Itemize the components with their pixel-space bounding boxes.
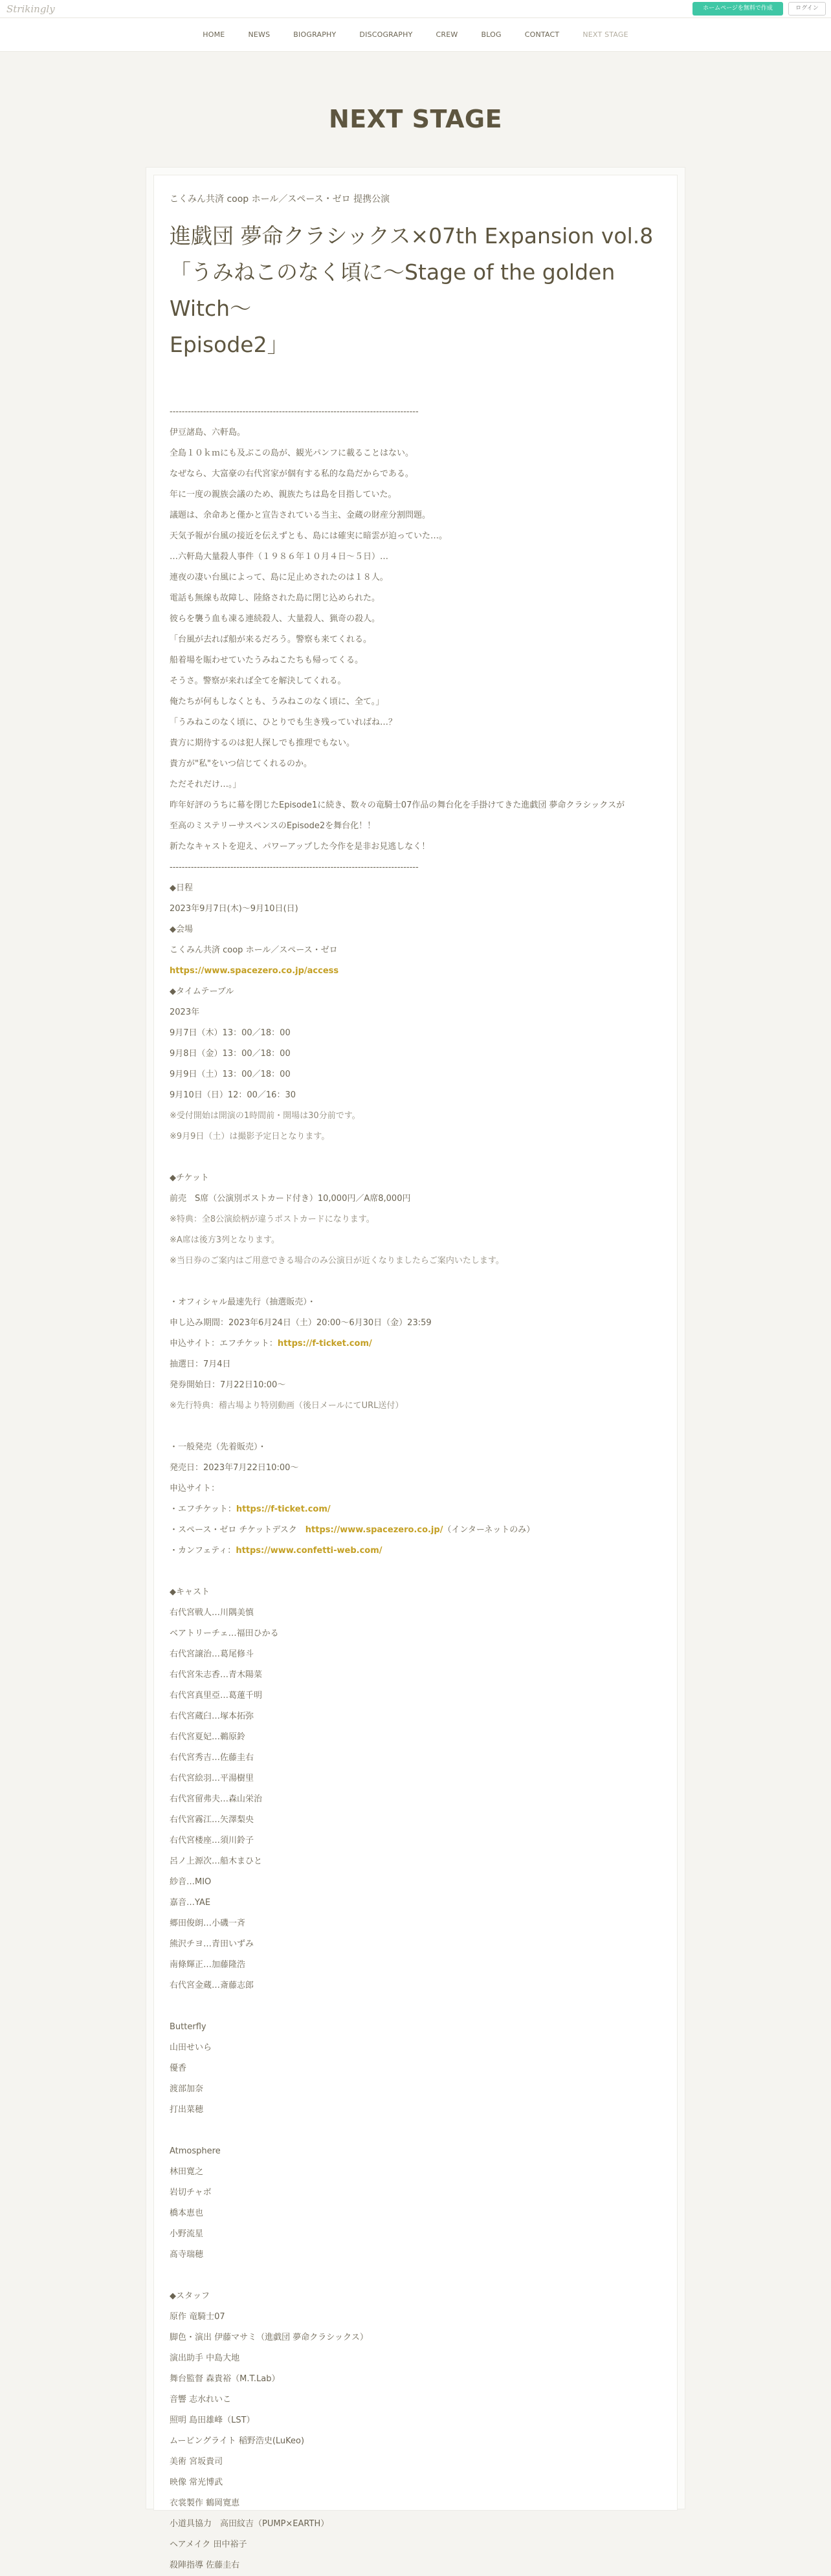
cast-member: 右代宮霧江…矢澤梨央 (170, 1815, 254, 1825)
general-sz-suffix: （インターネットのみ） (443, 1525, 535, 1535)
general-spacezero (170, 1520, 661, 1541)
timetable-note: ※9月9日（土）は撮影予定日となります。 (170, 1132, 330, 1141)
story-line: 天気予報が台風の接近を伝えずとも、島には確実に暗雲が迫っていた…。 (170, 531, 448, 541)
staff-member: 音響 志水れいこ (170, 2395, 232, 2405)
nav-contact[interactable]: CONTACT (524, 30, 560, 39)
timetable-row: 9月10日（日）12：00／16：30 (170, 1090, 296, 1100)
cast-member: 右代宮戦人…川隅美慎 (170, 1608, 254, 1618)
intro-text (170, 795, 661, 837)
headline-line-1: 進戯団 夢命クラシックス×07th Expansion vol.8 (170, 223, 654, 248)
timetable-year: 2023年 (170, 1007, 200, 1017)
staff-heading: ◆スタッフ (170, 2291, 210, 2301)
venue-heading: ◆会場 (170, 925, 193, 934)
cast-member: 紗音…MIO (170, 1877, 212, 1887)
ensemble-member: 小野流星 (170, 2229, 204, 2239)
story-line: 貴方が"私"をいつ信じてくれるのか。 (170, 759, 312, 769)
nav-blog[interactable]: BLOG (481, 30, 502, 39)
intro-line-2: 至高のミステリーサスペンスのEpisode2を舞台化！！ (170, 821, 376, 831)
cast-member: ベアトリーチェ…福田ひかる (170, 1629, 279, 1638)
nav-discography[interactable]: DISCOGRAPHY (359, 30, 413, 39)
nav-next-stage[interactable]: NEXT STAGE (582, 30, 628, 39)
ensemble-member: 打出菜穂 (170, 2105, 204, 2115)
official-site (170, 1334, 661, 1354)
staff-member: 舞台監督 森貴裕（M.T.Lab） (170, 2374, 280, 2384)
article-headline (170, 218, 661, 363)
official-period: 申し込み期間：2023年6月24日（土）20:00〜6月30日（金）23:59 (170, 1318, 432, 1328)
staff-member: 照明 島田雄峰（LST） (170, 2416, 255, 2425)
top-bar (0, 0, 831, 18)
story-line: 船着場を賑わせていたうみねこたちも帰ってくる。 (170, 655, 364, 665)
cast-heading: ◆キャスト (170, 1587, 210, 1597)
nav-crew[interactable]: CREW (436, 30, 458, 39)
ticket-note: ※A席は後方3列となります。 (170, 1235, 280, 1245)
butterfly-heading: Butterfly (170, 2022, 206, 2032)
cast-member: 右代宮金蔵…斎藤志郎 (170, 1981, 254, 1990)
staff-member: ムービングライト 稲野浩史(LuKeo) (170, 2436, 305, 2446)
official-presale-heading: ・オフィシャル最速先行（抽選販売）・ (170, 1297, 316, 1307)
cast-member: 右代宮絵羽…平湯樹里 (170, 1774, 254, 1783)
story-line: 全島１０ｋｍにも及ぶこの島が、観光パンフに載ることはない。 (170, 448, 414, 458)
page-title: NEXT STAGE (328, 105, 503, 133)
spacer (170, 2265, 661, 2286)
general-confetti (170, 1541, 661, 1561)
site-logo[interactable]: Strikingly (6, 3, 55, 15)
timetable-row: 9月8日（金）13：00／18：00 (170, 1049, 291, 1059)
ensemble-member: 髙寺瑞穂 (170, 2250, 204, 2260)
cast-member: 右代宮蔵臼…塚本拓弥 (170, 1712, 254, 1721)
cast-member: 右代宮朱志香…青木陽菜 (170, 1670, 263, 1680)
cast-member: 熊沢チヨ…青田いずみ (170, 1939, 254, 1949)
story-line: 「台風が去れば船が来るだろう。警察も来てくれる。 (170, 635, 372, 644)
general-date: 発売日：2023年7月22日10:00〜 (170, 1463, 299, 1473)
general-f-link[interactable]: https://f-ticket.com/ (236, 1504, 331, 1514)
cast-member: 右代宮譲治…葛尾修斗 (170, 1649, 254, 1659)
atmosphere-heading: Atmosphere (170, 2146, 221, 2156)
staff-member: 衣裳製作 鶴岡寛恵 (170, 2498, 240, 2508)
timetable-row: 9月7日（木）13：00／18：00 (170, 1028, 291, 1038)
staff-member: 美術 宮坂貴司 (170, 2457, 223, 2467)
general-cf-label: ・カンフェティ： (170, 1546, 236, 1556)
story-line: 彼らを襲う血も凍る連続殺人、大量殺人、猟奇の殺人。 (170, 614, 381, 624)
ticket-note: ※特典：全8公演絵柄が違うポストカードになります。 (170, 1215, 375, 1224)
cast-member: 右代宮留弗夫…森山栄治 (170, 1794, 263, 1804)
story-line: 俺たちが何もしなくとも、うみねこのなく頃に、全て。」 (170, 697, 384, 707)
spacer (170, 1271, 661, 1292)
ticket-note: ※当日券のご案内はご用意できる場合のみ公演日が近くなりましたらご案内いたします。 (170, 1256, 504, 1266)
general-sz-label: ・スペース・ゼロ チケットデスク (170, 1525, 305, 1535)
story-line: ただそれだけ…。」 (170, 780, 241, 789)
ticket-price: 前売 S席（公演別ポストカード付き）10,000円／A席8,000円 (170, 1194, 411, 1204)
official-site-label: 申込サイト：エフチケット： (170, 1339, 278, 1349)
official-site-link[interactable]: https://f-ticket.com/ (277, 1339, 372, 1349)
story-line: 伊豆諸島、六軒島。 (170, 428, 246, 437)
nav-home[interactable]: HOME (203, 30, 225, 39)
general-site: 申込サイト： (170, 1484, 220, 1493)
cast-member: 右代宮夏妃…鵜原鈴 (170, 1732, 246, 1742)
nav-biography[interactable]: BIOGRAPHY (293, 30, 337, 39)
ticket-heading: ◆チケット (170, 1173, 209, 1183)
cast-member: 右代宮楼座…須川鈴子 (170, 1836, 254, 1845)
intro-line-1: 昨年好評のうちに幕を閉じたEpisode1に続き、数々の竜騎士07作品の舞台化を手掛けてきた進戯団 夢命クラシックスが (170, 800, 625, 810)
ensemble-member: 橋本恵也 (170, 2208, 204, 2218)
cast-member: 右代宮真里亞…葛蓮千明 (170, 1691, 263, 1701)
timetable-heading: ◆タイムテーブル (170, 987, 234, 996)
cast-member: 南條輝正…加藤隆浩 (170, 1960, 246, 1970)
staff-member: ヘアメイク 田中裕子 (170, 2540, 247, 2549)
story-line: 「うみねこのなく頃に、ひとりでも生き残っていればね…？ (170, 718, 397, 727)
ensemble-member: 林田寛之 (170, 2167, 204, 2177)
general-f-label: ・エフチケット： (170, 1504, 236, 1514)
intro-line-3: 新たなキャストを迎え、パワーアップした今作を是非お見逃しなく！ (170, 842, 430, 852)
cast-member: 右代宮秀吉…佐藤圭右 (170, 1753, 254, 1763)
spacer (170, 1561, 661, 1582)
ensemble-member: 渡部加奈 (170, 2084, 204, 2094)
general-cf-link[interactable]: https://www.confetti-web.com/ (236, 1546, 382, 1556)
presenter-line: こくみん共済 coop ホール／スペース・ゼロ 提携公演 (170, 194, 390, 204)
headline-line-3: Episode2」 (170, 332, 289, 357)
divider-line: ---------------------------------------------------------------------------------- (170, 863, 419, 872)
article-content (170, 192, 661, 2576)
schedule-dates: 2023年9月7日(木)〜9月10日(日) (170, 904, 298, 914)
headline-line-2: 「うみねこのなく頃に〜Stage of the golden Witch〜 (170, 259, 615, 321)
cast-member: 呂ノ上源次…船木まひと (170, 1856, 263, 1866)
nav-news[interactable]: NEWS (248, 30, 271, 39)
story-line: 電話も無線も故障し、陸絡された島に閉じ込められた。 (170, 593, 381, 603)
staff-member: 原作 竜騎士07 (170, 2312, 225, 2322)
cast-member: 嘉音…YAE (170, 1898, 211, 1908)
divider-line: ---------------------------------------------------------------------------------- (170, 407, 419, 417)
timetable-row: 9月9日（土）13：00／18：00 (170, 1070, 291, 1079)
official-bonus: ※先行特典：稽古場より特別動画（後日メールにてURL送付） (170, 1401, 404, 1411)
staff-member: 演出助手 中島大地 (170, 2353, 240, 2363)
general-f-ticket (170, 1499, 661, 1520)
story-line: 貴方に期待するのは犯人探しでも推理でもない。 (170, 738, 355, 748)
staff-member: 小道具協力 高田紋吉（PUMP×EARTH） (170, 2519, 329, 2529)
staff-member: 脚色・演出 伊藤マサミ（進戯団 夢命クラシックス） (170, 2333, 368, 2342)
spacer (170, 1416, 661, 1437)
story-line: …六軒島大量殺人事件（１９８６年１０月４日〜５日）… (170, 552, 389, 562)
login-button[interactable]: ログイン (788, 2, 826, 16)
schedule-heading: ◆日程 (170, 883, 193, 893)
story-line: 議題は、余命あと僅かと宣告されている当主、金蔵の財産分割問題。 (170, 511, 431, 520)
story-line: そうさ。警察が来れば全てを解決してくれる。 (170, 676, 346, 686)
general-sz-link[interactable]: https://www.spacezero.co.jp/ (305, 1525, 443, 1535)
story-line: なぜなら、大富豪の右代宮家が個有する私的な島だからである。 (170, 469, 414, 479)
staff-member: 殺陣指導 佐藤圭右 (170, 2560, 240, 2570)
spacer (170, 2120, 661, 2141)
general-sale-heading: ・一般発売（先着販売）・ (170, 1442, 267, 1452)
official-draw: 抽選日：7月4日 (170, 1360, 231, 1369)
venue-name: こくみん共済 coop ホール／スペース・ゼロ (170, 945, 338, 955)
spacer (170, 1996, 661, 2017)
create-site-button[interactable]: ホームページを無料で作成 (692, 2, 783, 16)
cast-member: 郷田俊朗…小磯一斉 (170, 1919, 246, 1928)
story-line: 連夜の凄い台風によって、島に足止めされたのは１８人。 (170, 573, 388, 582)
ensemble-member: 岩切チャボ (170, 2188, 212, 2197)
timetable-note: ※受付開始は開演の1時間前・開場は30分前です。 (170, 1111, 360, 1121)
main-nav (0, 18, 831, 52)
official-release: 発券開始日：7月22日10:00〜 (170, 1380, 286, 1390)
ensemble-member: 山田せいら (170, 2043, 212, 2053)
venue-link[interactable]: https://www.spacezero.co.jp/access (170, 966, 339, 976)
ensemble-member: 優香 (170, 2064, 187, 2073)
staff-member: 映像 常光博武 (170, 2478, 223, 2487)
story-line: 年に一度の親族会議のため、親族たちは島を目指していた。 (170, 490, 397, 500)
spacer (170, 1147, 661, 1168)
